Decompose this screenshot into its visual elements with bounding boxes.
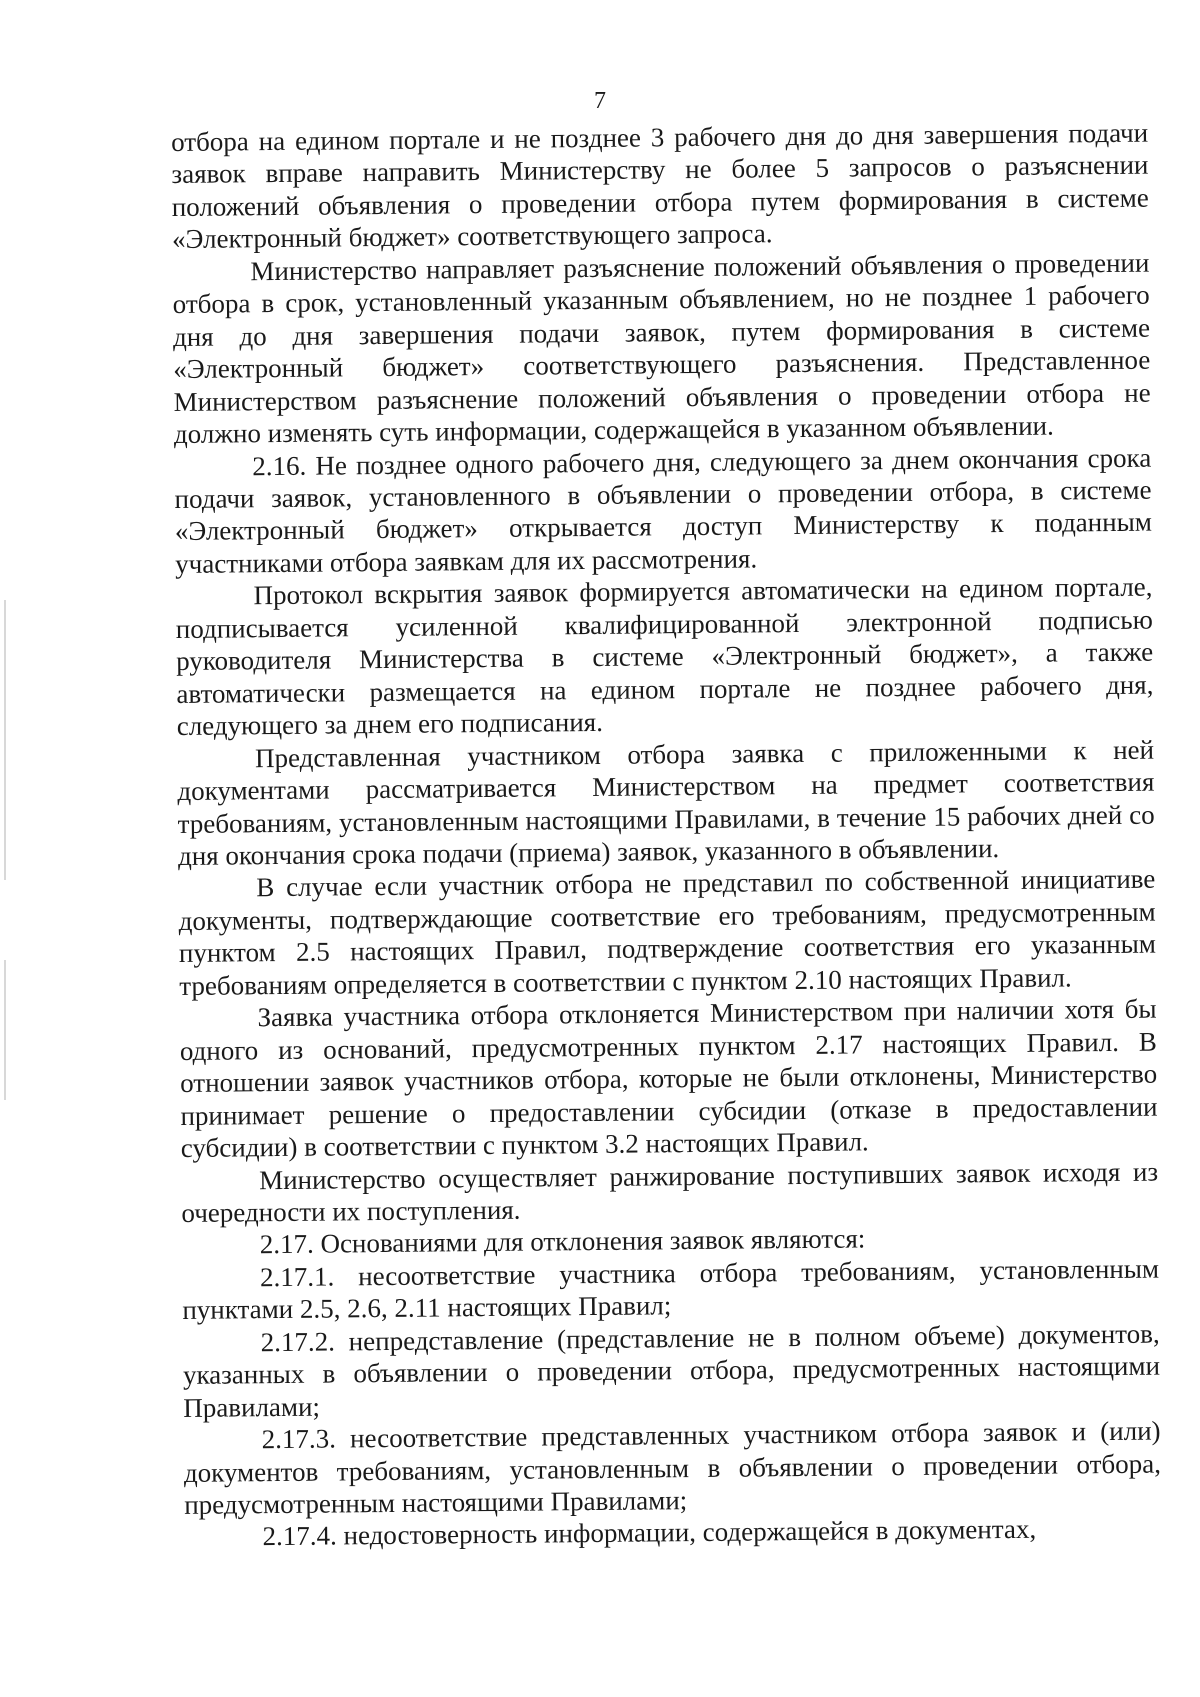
paragraph-2-17-4: 2.17.4. недостоверность информации, содержащейся в документах,: [262, 1514, 1037, 1552]
paragraph-documents-not-submitted: В случае если участник отбора не представил по собственной инициативе документы, подтверждающие соответствие его требованиям, предусмотренным пунктом 2.5 настоящих Правил, подтверждение соответствия его указанным требованиям определяется в соответствии с пунктом 2.10 настоящих Правил.: [178, 864, 1157, 1001]
paragraph-2-17-2: 2.17.2. непредставление (представление не в полном объеме) документов, указанных в объявлении о проведении отбора, предусмотренных настоящими Правилами;: [182, 1318, 1161, 1423]
document-body: [171, 117, 1162, 1554]
paragraph-2-17-3: 2.17.3. несоответствие представленных участником отбора заявок и (или) документов требованиям, установленным в объявлении о проведении отбора, предусмотренным настоящими Правилами;: [183, 1415, 1162, 1520]
paragraph-opening-protocol: Протокол вскрытия заявок формируется автоматически на едином портале, подписывается усиленной квалифицированной электронной подписью руководителя Министерства в системе «Электронный бюджет», а также автоматически размещается на едином портале не позднее рабочего дня, следующего за днем его подписания.: [175, 571, 1154, 742]
paragraph-ministry-clarification: Министерство направляет разъяснение положений объявления о проведении отбора в срок, установленный указанным объявлением, но не позднее 1 рабочего дня до дня завершения подачи заявок, путем формирования в системе «Электронный бюджет» соответствующего разъяснения. Представленное Министерством разъяснение положений объявления о проведении отбора не должно изменять суть информации, содержащейся в указанном объявлении.: [172, 247, 1151, 450]
scan-margin-mark: [4, 960, 6, 1100]
paragraph-2-16: 2.16. Не позднее одного рабочего дня, следующего за днем окончания срока подачи заявок, установленного в объявлении о проведении отбора, в системе «Электронный бюджет» открывается доступ Министерству к поданным участниками отбора заявкам для их рассмотрения.: [174, 442, 1152, 579]
scan-margin-mark: [4, 600, 6, 880]
paragraph-2-17-heading: 2.17. Основаниями для отклонения заявок являются:: [259, 1223, 866, 1260]
paragraph-2-17-1: 2.17.1. несоответствие участника отбора требованиям, установленным пунктами 2.5, 2.6, 2.11 настоящих Правил;: [182, 1253, 1160, 1326]
paragraph-application-review: Представленная участником отбора заявка с приложенными к ней документами рассматривается Министерством на предмет соответствия требованиям, установленным настоящими Правилами, в течение 15 рабочих дней со дня окончания срока подачи (приема) заявок, указанного в объявлении.: [177, 734, 1155, 871]
page-number: 7: [594, 88, 606, 114]
paragraph-application-rejection: Заявка участника отбора отклоняется Министерством при наличии хотя бы одного из оснований, предусмотренных пунктом 2.17 настоящих Правил. В отношении заявок участников отбора, которые не были отклонены, Министерство принимает решение о предоставлении субсидии (отказе в предоставлении субсидии) в соответствии с пунктом 3.2 настоящих Правил.: [179, 993, 1158, 1163]
paragraph-continuation: отбора на едином портале и не позднее 3 рабочего дня до дня завершения подачи заявок вправе направить Министерству не более 5 запросов о разъяснении положений объявления о проведении отбора путем формирования в системе «Электронный бюджет» соответствующего запроса.: [171, 117, 1149, 255]
paragraph-ranking: Министерство осуществляет ранжирование поступивших заявок исходя из очередности их поступления.: [181, 1156, 1159, 1228]
